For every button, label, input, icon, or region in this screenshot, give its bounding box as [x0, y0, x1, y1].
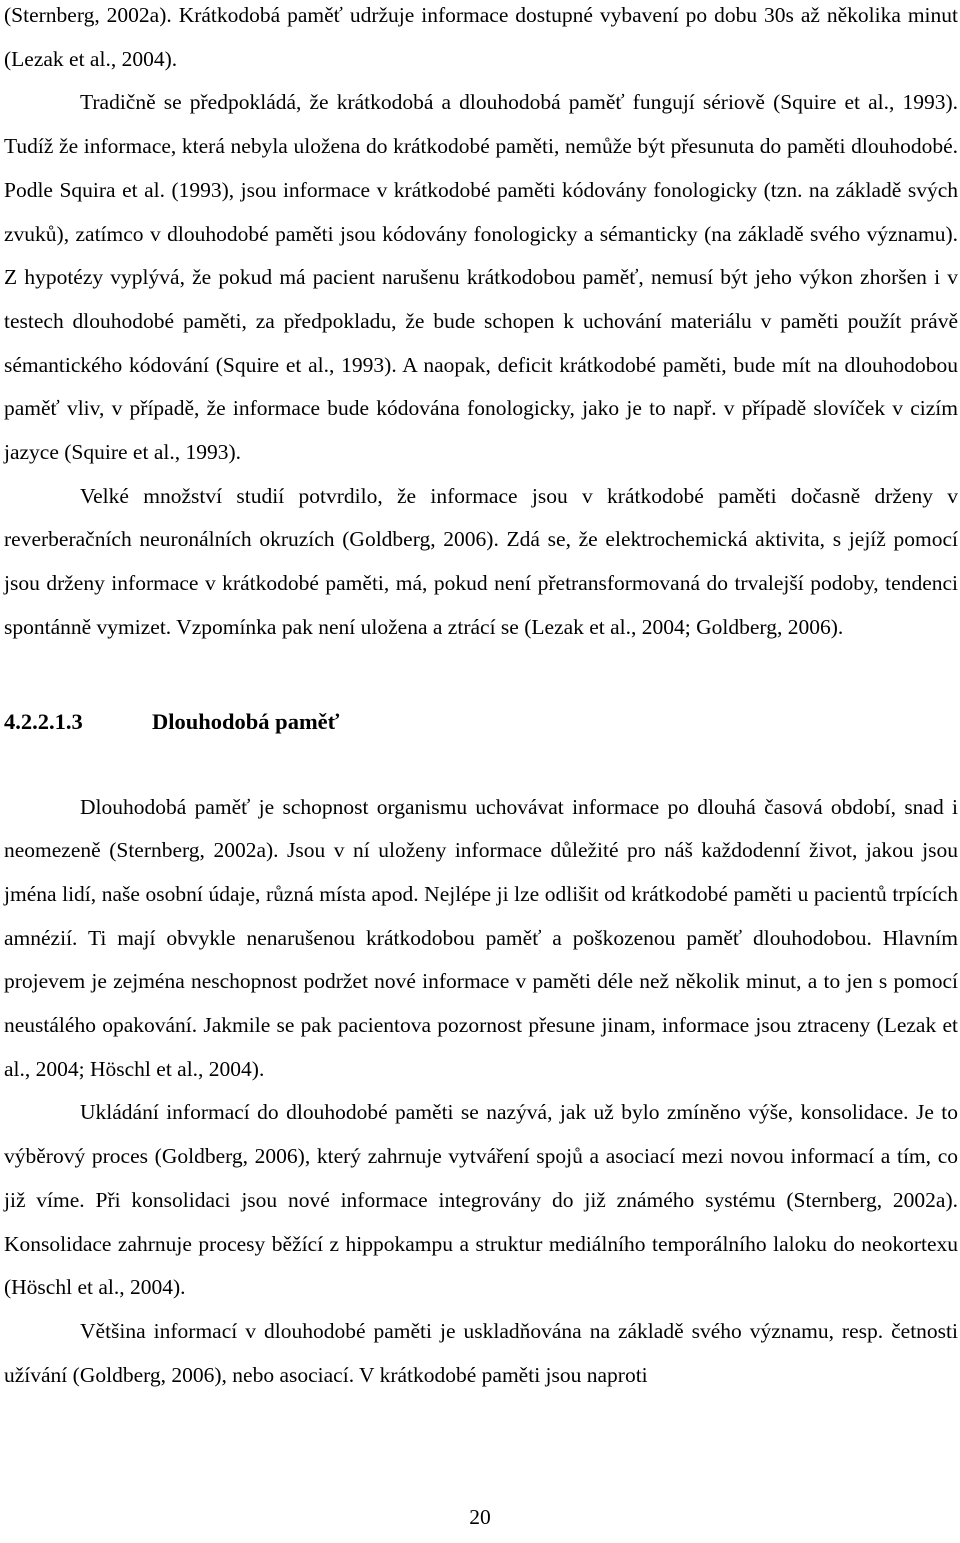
paragraph-consolidation: Ukládání informací do dlouhodobé paměti se nazývá, jak už bylo zmíněno výše, konsolidace. Je to výběrový proces (Goldberg, 2006), který zahrnuje vytváření spojů a asociací mezi novou informací a tím, co již víme. Při konsolidaci jsou nové informace integrovány do již známého systému (Sternberg, 2002a). Konsolidace zahrnuje procesy běžící z hippokampu a struktur mediálního temporálního laloku do neokortexu (Höschl et al., 2004). — [4, 1100, 958, 1300]
section-heading — [4, 700, 958, 744]
paragraph-reverberating-circuits: Velké množství studií potvrdilo, že informace jsou v krátkodobé paměti dočasně drženy v reverberačních neuronálních okruzích (Goldberg, 2006). Zdá se, že elektrochemická aktivita, s jejíž pomocí jsou drženy informace v krátkodobé paměti, má, pokud není přetransformovaná do trvalejší podoby, tendenci spontánně vymizet. Vzpomínka pak není uložena a ztrácí se (Lezak et al., 2004; Goldberg, 2006). — [4, 483, 958, 639]
paragraph-serial-processing: Tradičně se předpokládá, že krátkodobá a dlouhodobá paměť fungují sériově (Squire et al., 1993). Tudíž že informace, která nebyla uložena do krátkodobé paměti, nemůže být přesunuta do paměti dlouhodobé. Podle Squira et al. (1993), jsou informace v krátkodobé paměti kódovány fonologicky (tzn. na základě svých zvuků), zatímco v dlouhodobé paměti jsou kódovány fonologicky a sémanticky (na základě svého významu). Z hypotézy vyplývá, že pokud má pacient narušenu krátkodobou paměť, nemusí být jeho výkon zhoršen i v testech dlouhodobé paměti, za předpokladu, že bude schopen k uchování materiálu v paměti použít právě sémantického kódování (Squire et al., 1993). A naopak, deficit krátkodobé paměti, bude mít na dlouhodobou paměť vliv, v případě, že informace bude kódována fonologicky, jako je to např. v případě slovíček v cizím jazyce (Squire et al., 1993). — [4, 90, 958, 465]
section-number: 4.2.2.1.3 — [4, 708, 83, 734]
document-page — [4, 0, 958, 1397]
section-title: Dlouhodobá paměť — [152, 708, 340, 734]
page-number: 20 — [469, 1505, 491, 1529]
paragraph-long-term-definition: Dlouhodobá paměť je schopnost organismu uchovávat informace po dlouhá časová období, snad i neomezeně (Sternberg, 2002a). Jsou v ní uloženy informace důležité pro náš každodenní život, jakou jsou jména lidí, naše osobní údaje, různá místa apod. Nejlépe ji lze odlišit od krátkodobé paměti u pacientů trpících amnézií. Ti mají obvykle nenarušenou krátkodobou paměť a poškozenou paměť dlouhodobou. Hlavním projevem je zejména neschopnost podržet nové informace v paměti déle než několik minut, a to jen s pomocí neustálého opakování. Jakmile se pak pacientova pozornost přesune jinam, informace jsou ztraceny (Lezak et al., 2004; Höschl et al., 2004). — [4, 794, 958, 1081]
paragraph-meaning-storage: Většina informací v dlouhodobé paměti je uskladňována na základě svého významu, resp. četnosti užívání (Goldberg, 2006), nebo asociací. V krátkodobé paměti jsou naproti — [4, 1318, 958, 1387]
paragraph-short-term-duration: (Sternberg, 2002a). Krátkodobá paměť udržuje informace dostupné vybavení po dobu 30s až několika minut (Lezak et al., 2004). — [4, 3, 958, 71]
